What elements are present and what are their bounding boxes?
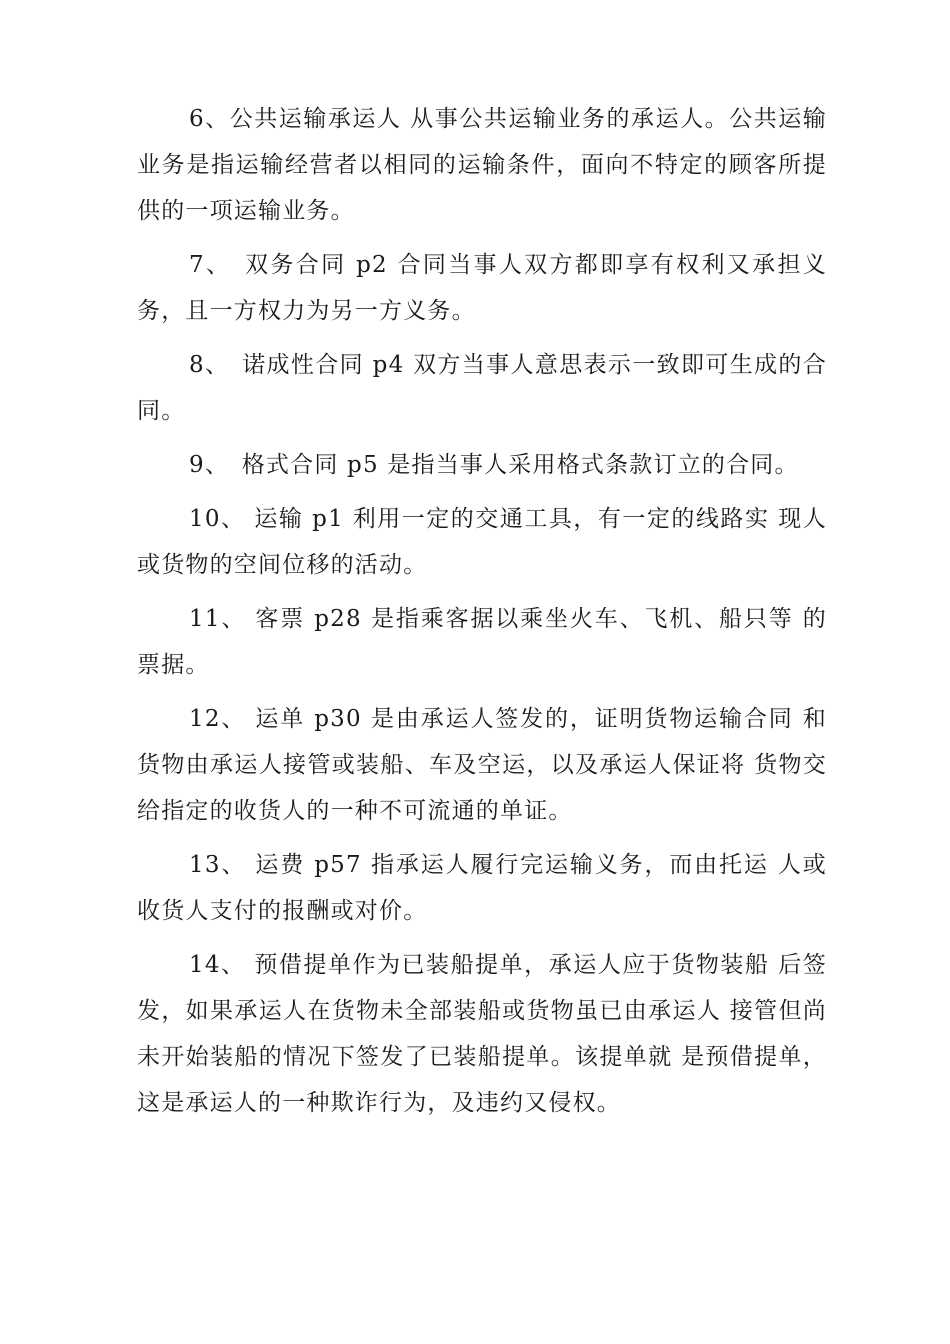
paragraph-item-10: 10、 运输 p1 利用一定的交通工具，有一定的线路实 现人或货物的空间位移的活动。 [137, 506, 827, 578]
paragraph-item-11: 11、 客票 p28 是指乘客据以乘坐火车、飞机、船只等 的票据。 [137, 606, 827, 678]
paragraph-item-7: 7、 双务合同 p2 合同当事人双方都即享有权利又承担义务，且一方权力为另一方义务。 [137, 252, 827, 324]
document-page [137, 96, 827, 1134]
paragraph-item-9: 9、 格式合同 p5 是指当事人采用格式条款订立的合同。 [189, 452, 799, 478]
paragraph-item-6: 6、公共运输承运人 从事公共运输业务的承运人。公共运输业务是指运输经营者以相同的运输条件，面向不特定的顾客所提供的一项运输业务。 [137, 106, 827, 224]
paragraph-item-14: 14、 预借提单作为已装船提单，承运人应于货物装船 后签发，如果承运人在货物未全部装船或货物虽已由承运人 接管但尚未开始装船的情况下签发了已装船提单。该提单就 是预借提单，这是承运人的一种欺诈行为，及违约又侵权。 [137, 952, 827, 1116]
paragraph-item-13: 13、 运费 p57 指承运人履行完运输义务，而由托运 人或收货人支付的报酬或对价。 [137, 852, 827, 924]
paragraph-item-12: 12、 运单 p30 是由承运人签发的，证明货物运输合同 和货物由承运人接管或装船、车及空运，以及承运人保证将 货物交给指定的收货人的一种不可流通的单证。 [137, 706, 827, 824]
paragraph-item-8: 8、 诺成性合同 p4 双方当事人意思表示一致即可生成的合同。 [137, 352, 827, 424]
